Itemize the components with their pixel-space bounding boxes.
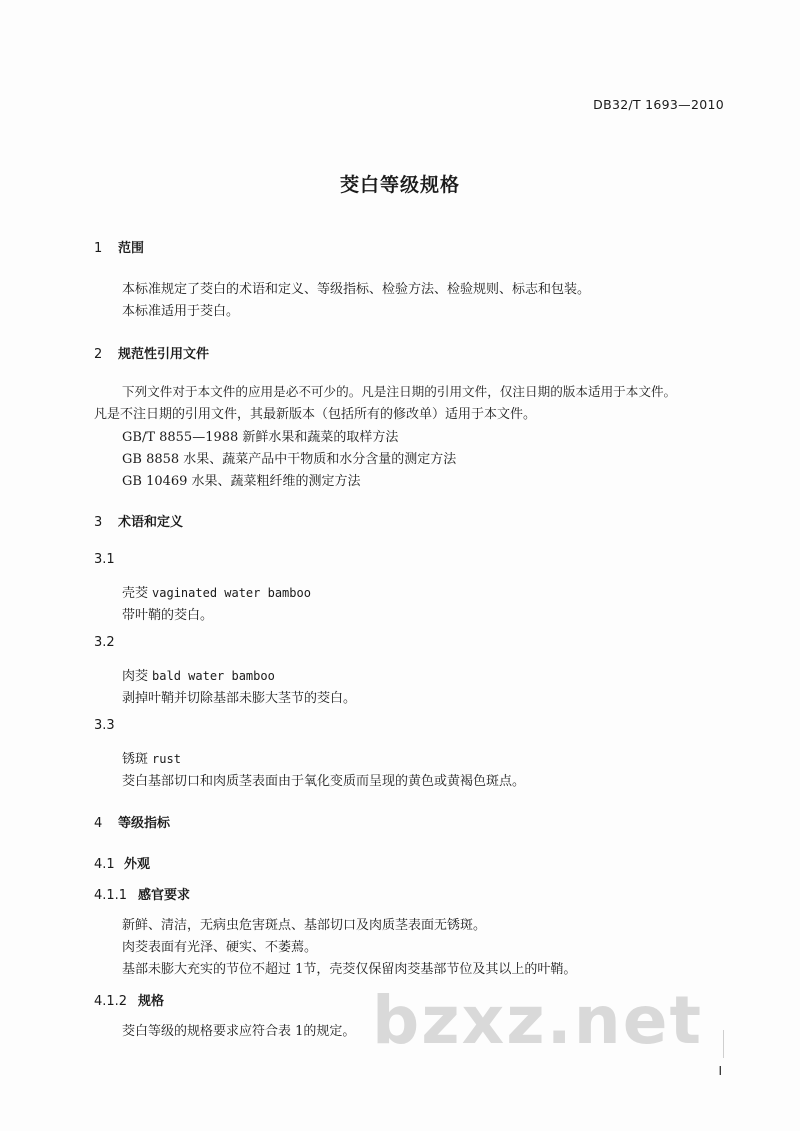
paragraph: 下列文件对于本文件的应用是必不可少的。凡是注日期的引用文件，仅注日期的版本适用于本文件。 bbox=[122, 384, 677, 399]
section-number: 3 bbox=[94, 515, 103, 530]
paragraph: 新鲜、清洁，无病虫危害斑点、基部切口及肉质茎表面无锈斑。 bbox=[122, 918, 487, 933]
section-number: 2 bbox=[94, 347, 103, 362]
section-4-heading bbox=[94, 812, 170, 831]
term-definition: 带叶鞘的茭白。 bbox=[122, 608, 214, 623]
section-title: 外观 bbox=[124, 857, 151, 872]
margin-line bbox=[723, 1030, 724, 1058]
section-number: 1 bbox=[94, 241, 103, 256]
section-2-heading bbox=[94, 343, 209, 362]
section-1-heading bbox=[94, 237, 144, 256]
section-number: 4.1.2 bbox=[94, 994, 128, 1009]
clause-number: 3.2 bbox=[94, 635, 115, 650]
paragraph: 基部未膨大充实的节位不超过 1节，壳茭仅保留肉茭基部节位及其以上的叶鞘。 bbox=[122, 962, 577, 977]
term-chinese: 壳茭 bbox=[122, 586, 149, 601]
reference-item: GB 8858 水果、蔬菜产品中干物质和水分含量的测定方法 bbox=[122, 452, 457, 467]
term-definition: 茭白基部切口和肉质茎表面由于氧化变质而呈现的黄色或黄褐色斑点。 bbox=[122, 774, 526, 789]
term-english: bald water bamboo bbox=[152, 669, 275, 683]
section-title: 术语和定义 bbox=[118, 515, 184, 530]
term-definition: 剥掉叶鞘并切除基部未膨大茎节的茭白。 bbox=[122, 691, 357, 706]
page-number: I bbox=[718, 1064, 722, 1078]
reference-item: GB/T 8855—1988 新鲜水果和蔬菜的取样方法 bbox=[122, 430, 399, 445]
section-title: 范围 bbox=[118, 241, 145, 256]
reference-item: GB 10469 水果、蔬菜粗纤维的测定方法 bbox=[122, 474, 361, 489]
section-number: 4 bbox=[94, 816, 103, 831]
term-entry bbox=[122, 665, 275, 684]
section-number: 4.1 bbox=[94, 857, 115, 872]
paragraph: 肉茭表面有光泽、硬实、不萎蔫。 bbox=[122, 940, 318, 955]
watermark: bzxz.net bbox=[372, 982, 704, 1059]
term-entry bbox=[122, 748, 181, 767]
section-title: 等级指标 bbox=[118, 816, 171, 831]
page-title: 茭白等级规格 bbox=[339, 174, 460, 196]
clause-number: 3.1 bbox=[94, 552, 115, 567]
term-english: vaginated water bamboo bbox=[152, 586, 311, 600]
term-english: rust bbox=[152, 752, 181, 766]
paragraph: 本标准适用于茭白。 bbox=[122, 304, 240, 319]
subsection-4-1-1-heading bbox=[94, 884, 190, 903]
term-chinese: 锈斑 bbox=[122, 752, 149, 767]
paragraph: 凡是不注日期的引用文件，其最新版本（包括所有的修改单）适用于本文件。 bbox=[94, 407, 537, 422]
section-3-heading bbox=[94, 511, 183, 530]
section-title: 规格 bbox=[138, 994, 165, 1009]
section-title: 规范性引用文件 bbox=[118, 347, 210, 362]
subsection-4-1-2-heading bbox=[94, 990, 164, 1009]
clause-number: 3.3 bbox=[94, 718, 115, 733]
paragraph: 本标准规定了茭白的术语和定义、等级指标、检验方法、检验规则、标志和包装。 bbox=[122, 282, 591, 297]
term-entry bbox=[122, 582, 311, 601]
paragraph: 茭白等级的规格要求应符合表 1的规定。 bbox=[122, 1024, 356, 1039]
term-chinese: 肉茭 bbox=[122, 669, 149, 684]
subsection-4-1-heading bbox=[94, 853, 150, 872]
standard-code: DB32/T 1693—2010 bbox=[593, 97, 724, 112]
section-title: 感官要求 bbox=[138, 888, 191, 903]
section-number: 4.1.1 bbox=[94, 888, 128, 903]
